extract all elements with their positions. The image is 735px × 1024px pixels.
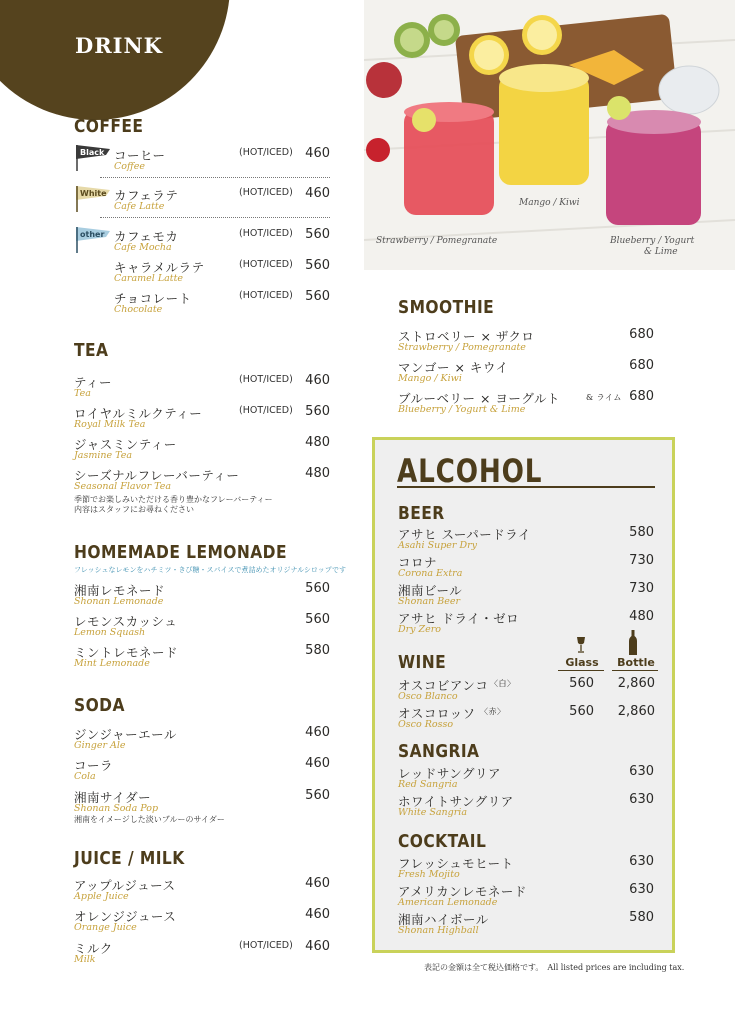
menu-item [74, 876, 330, 906]
item-name-jp: カフェモカ [114, 229, 179, 244]
page-title: DRINK [75, 33, 163, 58]
menu-item [114, 227, 330, 257]
menu-item [398, 581, 656, 611]
wine-col-underline [612, 670, 658, 671]
menu-item [398, 704, 660, 734]
item-price: 560 [305, 289, 330, 304]
item-price: 480 [629, 609, 654, 624]
photo-caption: & Lime [644, 247, 678, 257]
item-name-jp-small: 〈赤〉 [480, 707, 506, 716]
item-hot-iced: (HOT/ICED) [239, 290, 293, 301]
item-name-jp: フレッシュモヒート [398, 856, 514, 871]
item-price: 460 [305, 146, 330, 161]
item-name-en: Apple Juice [74, 891, 129, 902]
item-price: 680 [629, 389, 654, 404]
soda-note: 湘南をイメージした淡いブルーのサイダー [74, 815, 225, 824]
item-name-jp: アップルジュース [74, 878, 176, 893]
menu-item [398, 525, 656, 555]
section-title-lemonade: HOMEMADE LEMONADE [74, 542, 287, 563]
menu-item [74, 581, 330, 611]
item-price: 580 [305, 643, 330, 658]
menu-item [398, 854, 656, 884]
item-name-en: Osco Rosso [398, 719, 454, 730]
item-price: 630 [629, 854, 654, 869]
item-name-en: Cafe Mocha [114, 242, 172, 253]
menu-item [398, 882, 656, 912]
menu-item [398, 764, 656, 794]
item-name-jp: アサヒ スーパードライ [398, 527, 531, 542]
flag-other [76, 227, 110, 253]
item-price: 560 [305, 258, 330, 273]
menu-item [398, 609, 656, 639]
item-name-en: Cola [74, 771, 96, 782]
section-title-soda: SODA [74, 695, 125, 716]
menu-item [74, 725, 330, 755]
flag-black [76, 145, 110, 171]
lemonade-subtitle: フレッシュなレモンをハチミツ・きび糖・スパイスで煮詰めたオリジナルシロップです [74, 566, 346, 574]
item-name-en: Tea [74, 388, 91, 399]
tea-note: 内容はスタッフにお尋ねください [74, 505, 194, 514]
item-name-en: Shonan Lemonade [74, 596, 164, 607]
wine-bottle-icon [628, 630, 638, 656]
item-name-en: Ginger Ale [74, 740, 126, 751]
item-price: 560 [305, 788, 330, 803]
item-name-jp: ミルク [74, 941, 113, 956]
item-name-jp: ブルーベリー × ヨーグルト [398, 391, 561, 406]
menu-item [74, 466, 330, 496]
photo-caption: Strawberry / Pomegranate [376, 236, 498, 246]
item-name-en: Corona Extra [398, 568, 463, 579]
item-name-en: Mango / Kiwi [398, 373, 462, 384]
item-price: 560 [305, 227, 330, 242]
item-name-en: Chocolate [114, 304, 163, 315]
item-name-jp: コーラ [74, 758, 114, 773]
menu-item [74, 435, 330, 465]
flag-label: other [80, 230, 105, 239]
item-name-jp: カフェラテ [114, 188, 179, 203]
item-name-en: Milk [74, 954, 96, 965]
item-name-jp: ロイヤルミルクティー [74, 406, 203, 421]
item-price-bottle: 2,860 [617, 676, 655, 691]
item-name-jp: チョコレート [114, 291, 192, 306]
item-price: 480 [305, 435, 330, 450]
item-price: 630 [629, 792, 654, 807]
section-title-juice: JUICE / MILK [74, 848, 185, 869]
item-price: 560 [305, 612, 330, 627]
menu-item [398, 358, 656, 388]
tax-note: 表記の金額は全て税込価格です。 All listed prices are including tax. [424, 963, 685, 972]
item-hot-iced: (HOT/ICED) [239, 259, 293, 270]
item-hot-iced: (HOT/ICED) [239, 147, 293, 158]
item-name-jp: キャラメルラテ [114, 260, 205, 275]
menu-item [74, 756, 330, 786]
menu-item [74, 643, 330, 673]
item-name-en: Red Sangria [398, 779, 458, 790]
item-name-en: Asahi Super Dry [398, 540, 477, 551]
item-price: 460 [305, 725, 330, 740]
menu-item [398, 553, 656, 583]
item-name-en: Lemon Squash [74, 627, 146, 638]
item-name-jp: コーヒー [114, 148, 166, 163]
item-hot-iced: (HOT/ICED) [239, 374, 293, 385]
header-circle [0, 0, 230, 120]
menu-item [398, 327, 656, 357]
item-price: 730 [629, 553, 654, 568]
menu-item [74, 404, 330, 434]
item-name-jp: ストロベリー × ザクロ [398, 329, 535, 344]
item-name-jp: 湘南レモネード [74, 583, 166, 598]
alcohol-title: ALCOHOL [397, 452, 543, 490]
item-hot-iced: (HOT/ICED) [239, 405, 293, 416]
item-name-en: Orange Juice [74, 922, 137, 933]
item-name-en: White Sangria [398, 807, 467, 818]
item-name-en: Strawberry / Pomegranate [398, 342, 526, 353]
item-price-glass: 560 [569, 704, 594, 719]
item-name-en: Royal Milk Tea [74, 419, 146, 430]
item-name-jp: シーズナルフレーバーティー [74, 468, 240, 483]
wine-glass-icon [575, 636, 587, 654]
item-name-jp: アサヒ ドライ・ゼロ [398, 611, 520, 626]
menu-item [398, 910, 656, 940]
wine-col-bottle: Bottle [617, 656, 655, 669]
item-name-jp: ミントレモネード [74, 645, 179, 660]
section-title-sangria: SANGRIA [398, 741, 480, 762]
item-name-jp: ジャスミンティー [74, 437, 177, 452]
item-name-en: Caramel Latte [114, 273, 184, 284]
item-price-glass: 560 [569, 676, 594, 691]
section-title-smoothie: SMOOTHIE [398, 297, 495, 318]
item-name-jp: ジンジャーエール [74, 727, 177, 742]
item-price: 460 [305, 756, 330, 771]
item-name-jp: アメリカンレモネード [398, 884, 527, 899]
item-hot-iced: (HOT/ICED) [239, 940, 293, 951]
smoothie-photo [364, 0, 735, 270]
section-title-beer: BEER [398, 503, 445, 524]
section-title-cocktail: COCKTAIL [398, 831, 487, 852]
item-price: 460 [305, 939, 330, 954]
item-name-en: Mint Lemonade [74, 658, 150, 669]
section-title-wine: WINE [398, 652, 447, 673]
menu-item [398, 676, 660, 706]
item-price: 730 [629, 581, 654, 596]
item-price: 560 [305, 581, 330, 596]
flag-label: White [80, 189, 107, 198]
item-name-jp: 湘南ハイボール [398, 912, 489, 927]
item-hot-iced: (HOT/ICED) [239, 228, 293, 239]
item-name-en: Dry Zero [398, 624, 442, 635]
item-price: 460 [305, 186, 330, 201]
item-price: 580 [629, 525, 654, 540]
item-price: 580 [629, 910, 654, 925]
item-price-bottle: 2,860 [617, 704, 655, 719]
item-price: 460 [305, 373, 330, 388]
menu-item [114, 186, 330, 216]
menu-item [114, 146, 330, 176]
menu-item [74, 612, 330, 642]
item-name-jp: レッドサングリア [398, 766, 502, 781]
item-name-en: Blueberry / Yogurt & Lime [398, 404, 526, 415]
item-name-jp: オスコビアンコ [398, 678, 489, 693]
item-name-en: Cafe Latte [114, 201, 165, 212]
flag-white [76, 186, 110, 212]
item-name-en: Shonan Beer [398, 596, 461, 607]
item-name-en: Shonan Highball [398, 925, 479, 936]
wine-col-glass: Glass [565, 656, 599, 669]
menu-item [74, 939, 330, 969]
item-name-jp: オレンジジュース [74, 909, 177, 924]
item-name-jp-small: & ライム [586, 393, 622, 402]
item-price: 630 [629, 882, 654, 897]
item-name-jp: コロナ [398, 555, 438, 570]
item-name-jp: マンゴー × キウイ [398, 360, 509, 375]
item-name-en: Fresh Mojito [398, 869, 460, 880]
divider [100, 217, 330, 218]
item-name-jp: レモンスカッシュ [74, 614, 178, 629]
item-name-en: Osco Blanco [398, 691, 458, 702]
item-price: 460 [305, 876, 330, 891]
item-price: 460 [305, 907, 330, 922]
menu-item [74, 907, 330, 937]
alcohol-title-underline [397, 486, 655, 488]
item-name-en: American Lemonade [398, 897, 498, 908]
item-price: 480 [305, 466, 330, 481]
item-name-en: Jasmine Tea [74, 450, 133, 461]
section-title-tea: TEA [74, 340, 109, 361]
menu-item [74, 373, 330, 403]
item-name-jp: ティー [74, 375, 113, 390]
item-name-jp: 湘南ビール [398, 583, 463, 598]
item-name-jp: オスコロッソ [398, 706, 476, 721]
item-name-en: Coffee [114, 161, 145, 172]
wine-col-underline [558, 670, 604, 671]
item-hot-iced: (HOT/ICED) [239, 187, 293, 198]
menu-item [398, 389, 656, 419]
item-name-en: Shonan Soda Pop [74, 803, 159, 814]
tea-note: 季節でお楽しみいただける香り豊かなフレーバーティー [74, 495, 273, 504]
divider [100, 177, 330, 178]
item-name-jp: ホワイトサングリア [398, 794, 514, 809]
item-price: 630 [629, 764, 654, 779]
item-price: 680 [629, 358, 654, 373]
item-price: 560 [305, 404, 330, 419]
smoothie-photo-illustration [364, 0, 735, 270]
menu-item [114, 258, 330, 288]
flag-label: Black [80, 148, 105, 157]
item-name-jp-small: 〈白〉 [490, 679, 516, 688]
section-title-coffee: COFFEE [74, 116, 144, 137]
photo-caption: Blueberry / Yogurt [610, 236, 695, 246]
menu-item [398, 792, 656, 822]
item-price: 680 [629, 327, 654, 342]
item-name-jp: 湘南サイダー [74, 790, 152, 805]
menu-item [114, 289, 330, 319]
item-name-en: Seasonal Flavor Tea [74, 481, 172, 492]
photo-caption: Mango / Kiwi [519, 198, 580, 208]
